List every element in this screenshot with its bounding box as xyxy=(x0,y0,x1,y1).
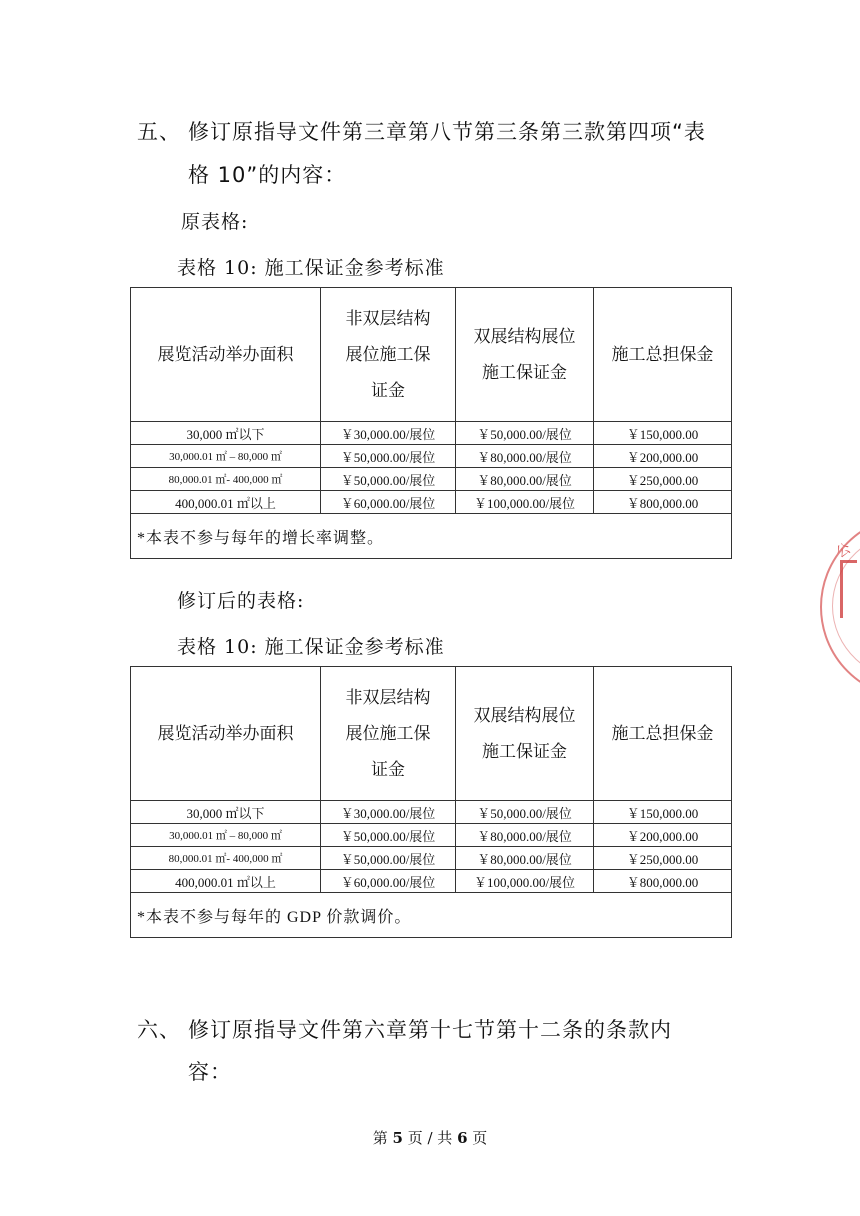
section5-title-line2: 格 10”的内容： xyxy=(188,163,347,187)
section5-number: 五、 xyxy=(137,120,181,144)
revised-fee-table xyxy=(130,666,732,938)
section5-title-line1: 修订原指导文件第三章第八节第三条第三款第四项“表 xyxy=(188,120,706,144)
table-note: *本表不参与每年的增长率调整。 xyxy=(131,514,732,559)
original-fee-table xyxy=(130,287,732,559)
table-row: 30,000 ㎡以下 ￥30,000.00/展位 ￥50,000.00/展位 ￥150,000.00 xyxy=(131,801,732,824)
header-total-guarantee: 施工总担保金 xyxy=(594,288,732,422)
section6-number: 六、 xyxy=(137,1018,181,1042)
table-note-row xyxy=(131,514,732,559)
official-seal-char: 公 xyxy=(833,540,854,562)
table-row: 80,000.01 ㎡- 400,000 ㎡ ￥50,000.00/展位 ￥80,000.00/展位 ￥250,000.00 xyxy=(131,468,732,491)
header-area: 展览活动举办面积 xyxy=(131,288,321,422)
table-row: 30,000.01 ㎡ – 80,000 ㎡ ￥50,000.00/展位 ￥80,000.00/展位 ￥200,000.00 xyxy=(131,445,732,468)
official-seal-mark xyxy=(840,560,857,618)
current-page-number: 5 xyxy=(392,1129,403,1147)
table-note-row xyxy=(131,893,732,938)
table-row: 30,000.01 ㎡ – 80,000 ㎡ ￥50,000.00/展位 ￥80,000.00/展位 ￥200,000.00 xyxy=(131,824,732,847)
total-page-number: 6 xyxy=(457,1129,468,1147)
header-double-deck-deposit: 双展结构展位 施工保证金 xyxy=(456,667,594,801)
original-table-label: 原表格: xyxy=(181,211,249,233)
table-header-row xyxy=(131,288,732,422)
header-single-deck-deposit: 非双层结构 展位施工保 证金 xyxy=(321,667,456,801)
header-total-guarantee: 施工总担保金 xyxy=(594,667,732,801)
header-double-deck-deposit: 双展结构展位 施工保证金 xyxy=(456,288,594,422)
section6-title-line2: 容： xyxy=(188,1060,232,1084)
section6-title-line1: 修订原指导文件第六章第十七节第十二条的条款内 xyxy=(188,1018,672,1042)
table-row: 80,000.01 ㎡- 400,000 ㎡ ￥50,000.00/展位 ￥80,000.00/展位 ￥250,000.00 xyxy=(131,847,732,870)
header-area: 展览活动举办面积 xyxy=(131,667,321,801)
page-footer: 第 5 页 / 共 6 页 xyxy=(372,1129,488,1147)
table-row: 30,000 ㎡以下 ￥30,000.00/展位 ￥50,000.00/展位 ￥150,000.00 xyxy=(131,422,732,445)
table-row: 400,000.01 ㎡以上 ￥60,000.00/展位 ￥100,000.00/展位 ￥800,000.00 xyxy=(131,870,732,893)
table-row: 400,000.01 ㎡以上 ￥60,000.00/展位 ￥100,000.00/展位 ￥800,000.00 xyxy=(131,491,732,514)
table-note: *本表不参与每年的 GDP 价款调价。 xyxy=(131,893,732,938)
table-header-row xyxy=(131,667,732,801)
revised-table-caption: 表格 10: 施工保证金参考标准 xyxy=(177,636,445,658)
revised-table-label: 修订后的表格: xyxy=(177,590,305,612)
original-table-caption: 表格 10: 施工保证金参考标准 xyxy=(177,257,445,279)
header-single-deck-deposit: 非双层结构 展位施工保 证金 xyxy=(321,288,456,422)
